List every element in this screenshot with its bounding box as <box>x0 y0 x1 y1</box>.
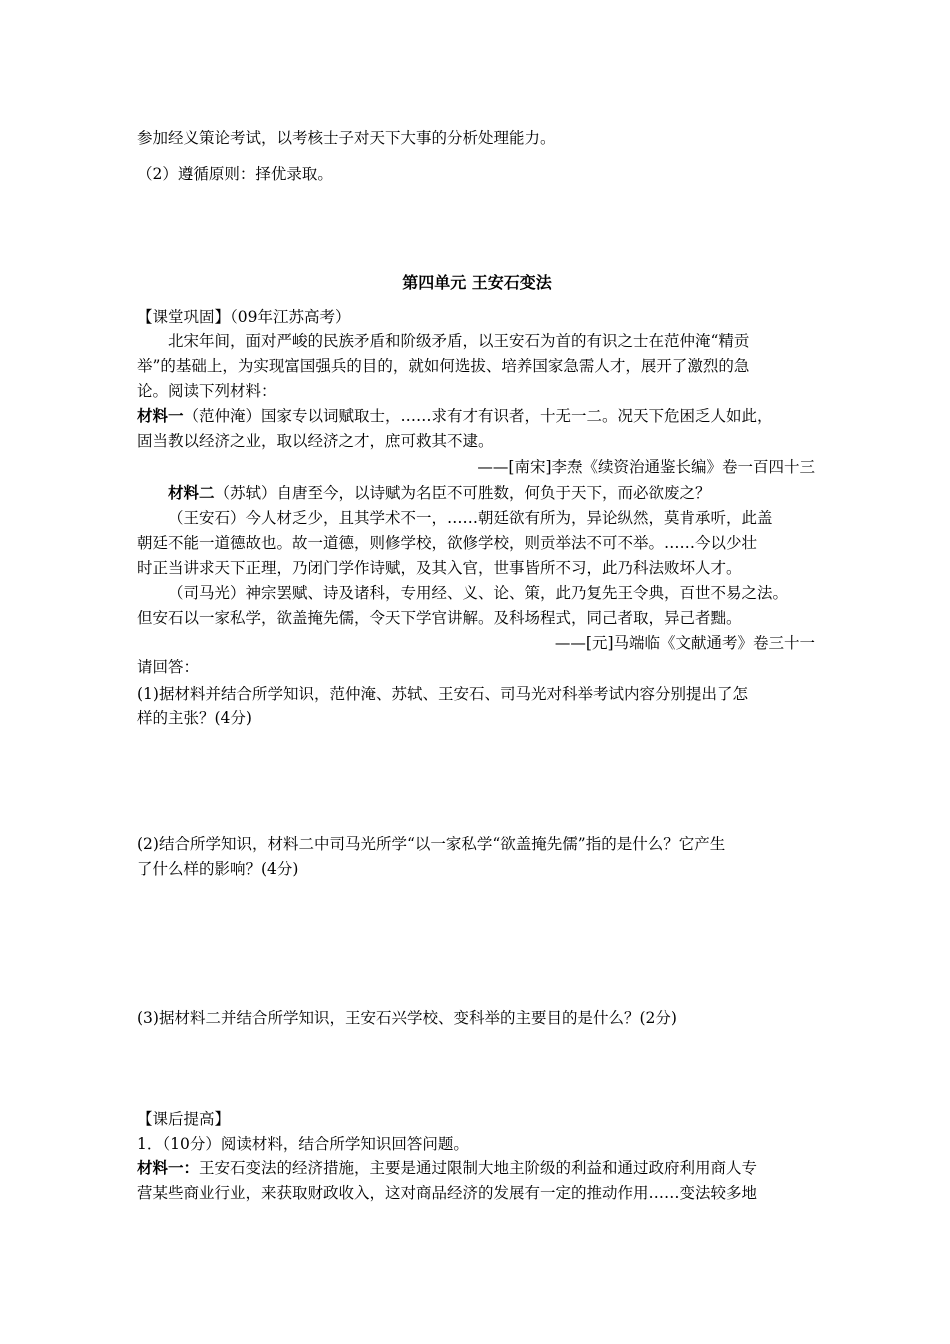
question-2-line-2: 了什么样的影响？(4分) <box>137 860 299 878</box>
material-two-line-1 <box>168 482 848 504</box>
material-one-text-1: （范仲淹）国家专以词赋取士，……求有才有识者，十无一二。况天下危困乏人如此， <box>183 407 773 425</box>
after-material-one-line-2: 营某些商业行业，来获取财政收入，这对商品经济的发展有一定的推动作用……变法较多地 <box>137 1184 758 1202</box>
material-one-line-2: 固当教以经济之业，取以经济之才，庶可救其不逮。 <box>137 432 494 450</box>
after-material-one-label: 材料一： <box>137 1158 200 1177</box>
material-two-text-1: （苏轼）自唐至今，以诗赋为名臣不可胜数，何负于天下，而必欲废之？ <box>214 484 711 502</box>
intro-para-3: 论。阅读下列材料： <box>137 382 277 400</box>
ask-label: 请回答： <box>137 658 200 676</box>
after-class-heading: 【课后提高】 <box>137 1110 231 1128</box>
material-one-label: 材料一 <box>137 406 184 425</box>
intro-line-1: 参加经义策论考试，以考核士子对天下大事的分析处理能力。 <box>137 129 556 147</box>
unit-title: 第四单元 王安石变法 <box>402 273 552 292</box>
after-material-one-text-1: 王安石变法的经济措施，主要是通过限制大地主阶级的利益和通过政府利用商人专 <box>199 1159 758 1177</box>
material-one-line-1 <box>137 405 817 427</box>
after-question-1: 1．（10分）阅读材料，结合所学知识回答问题。 <box>137 1135 469 1153</box>
classroom-heading: 【课堂巩固】 <box>137 308 231 326</box>
intro-para-2: 举”的基础上，为实现富国强兵的目的，就如何选拔、培养国家急需人才，展开了激烈的急 <box>137 357 750 375</box>
material-two-line-6: 但安石以一家私学，欲盖掩先儒，令天下学官讲解。及科场程式，同己者取，异己者黜。 <box>137 609 742 627</box>
intro-line-2: （2）遵循原则：择优录取。 <box>137 165 333 183</box>
material-two-line-2: （王安石）今人材乏少，且其学术不一，……朝廷欲有所为，异论纵然，莫肯承听，此盖 <box>168 509 773 527</box>
question-1-line-2: 样的主张？(4分) <box>137 709 252 727</box>
question-2-line-1: (2)结合所学知识，材料二中司马光所学“以一家私学“欲盖掩先儒”指的是什么？它产生 <box>137 835 726 853</box>
classroom-heading-line <box>137 306 817 328</box>
material-two-line-5: （司马光）神宗罢赋、诗及诸科，专用经、义、论、策，此乃复先王令典，百世不易之法。 <box>168 584 789 602</box>
question-1-line-1: (1)据材料并结合所学知识，范仲淹、苏轼、王安石、司马光对科举考试内容分别提出了怎 <box>137 685 748 703</box>
material-one-citation: ——[南宋]李焘《续资治通鉴长编》卷一百四十三 <box>477 458 815 476</box>
after-material-one-line-1 <box>137 1157 817 1179</box>
intro-para-1: 北宋年间，面对严峻的民族矛盾和阶级矛盾，以王安石为首的有识之士在范仲淹“精贡 <box>168 332 750 350</box>
question-3-line-1: (3)据材料二并结合所学知识，王安石兴学校、变科举的主要目的是什么？(2分) <box>137 1009 677 1027</box>
material-two-line-4: 时正当讲求天下正理，乃闭门学作诗赋，及其入官，世事皆所不习，此乃科法败坏人才。 <box>137 559 742 577</box>
material-two-line-3: 朝廷不能一道德故也。故一道德，则修学校，欲修学校，则贡举法不可不举。……今以少壮 <box>137 534 758 552</box>
material-two-label: 材料二 <box>168 483 215 502</box>
classroom-source: （09年江苏高考） <box>230 308 351 326</box>
material-two-citation: ——[元]马端临《文献通考》卷三十一 <box>554 634 815 652</box>
